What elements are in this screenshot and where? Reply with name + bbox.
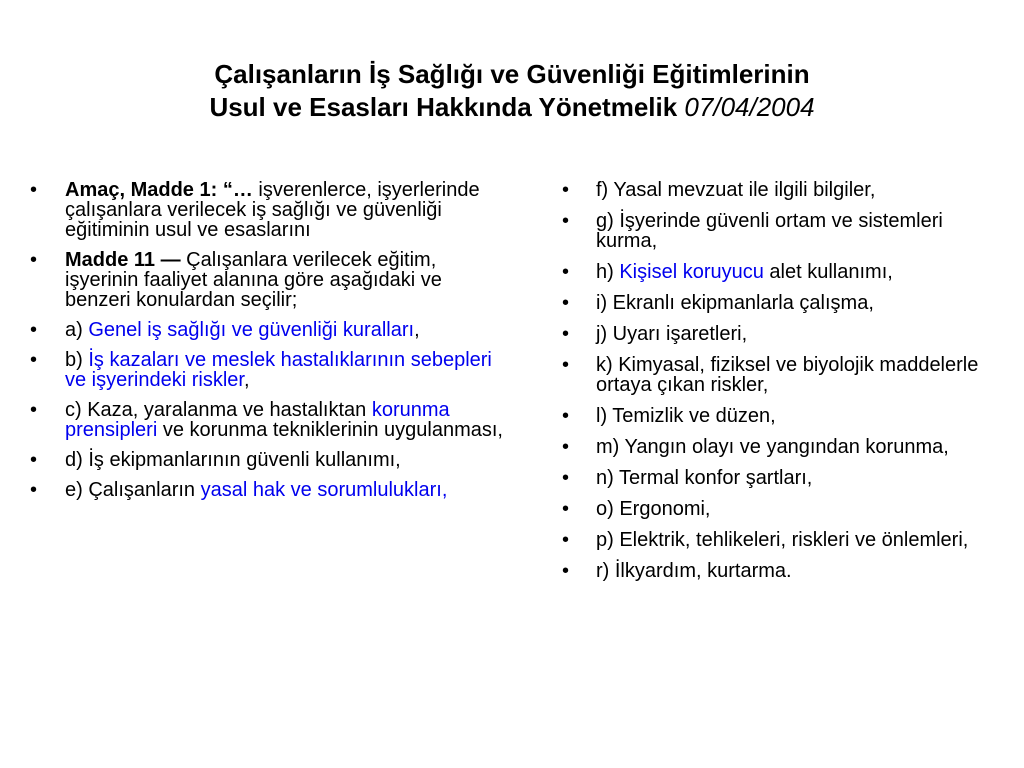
amac-text: işverenlerce, işyerlerinde çalışanlara verilecek iş sağlığı ve güvenliği eğitiminin usul ve esaslarını [65, 179, 480, 241]
title-date: 07/04/2004 [684, 92, 815, 122]
list-item-e [30, 480, 510, 500]
amac-label: Amaç, Madde 1: “… [65, 179, 253, 201]
list-item-amac [30, 180, 510, 240]
bullet-marker: • [562, 529, 570, 551]
bullet-marker: • [562, 261, 570, 283]
item-o-text: o) Ergonomi, [596, 498, 711, 520]
left-bullet-list [30, 180, 510, 510]
list-item-f [562, 180, 1002, 200]
list-item-j [562, 324, 1002, 344]
bullet-marker: • [30, 179, 38, 201]
item-i-text: i) Ekranlı ekipmanlarla çalışma, [596, 292, 874, 314]
item-d-text: d) İş ekipmanlarının güvenli kullanımı, [65, 449, 401, 471]
list-item-a [30, 320, 510, 340]
list-item-k [562, 355, 1002, 395]
bullet-marker: • [562, 436, 570, 458]
list-item-n [562, 468, 1002, 488]
bullet-marker: • [562, 179, 570, 201]
bullet-marker: • [562, 498, 570, 520]
slide-title [0, 58, 1024, 124]
item-r-text: r) İlkyardım, kurtarma. [596, 560, 792, 582]
item-a-link[interactable]: Genel iş sağlığı ve güvenliği kuralları [88, 319, 415, 341]
item-j-text: j) Uyarı işaretleri, [596, 323, 748, 345]
list-item-c [30, 400, 510, 440]
madde-11-label: Madde 11 — [65, 249, 181, 271]
item-c-prefix: c) Kaza, yaralanma ve hastalıktan [65, 399, 372, 421]
item-m-text: m) Yangın olayı ve yangından korunma, [596, 436, 949, 458]
title-line-2-text: Usul ve Esasları Hakkında Yönetmelik [209, 92, 678, 122]
bullet-marker: • [30, 399, 38, 421]
item-a-prefix: a) [65, 319, 89, 341]
item-l-text: l) Temizlik ve düzen, [596, 405, 776, 427]
item-n-text: n) Termal konfor şartları, [596, 467, 813, 489]
list-item-h [562, 262, 1002, 282]
list-item-madde-11 [30, 250, 510, 310]
list-item-g [562, 211, 1002, 251]
bullet-marker: • [30, 319, 38, 341]
item-b-link[interactable]: İş kazaları ve meslek hastalıklarının sebepleri ve işyerindeki riskler [65, 349, 492, 391]
item-e-prefix: e) Çalışanların [65, 479, 201, 501]
list-item-r [562, 561, 1002, 581]
item-b-prefix: b) [65, 349, 89, 371]
bullet-marker: • [562, 467, 570, 489]
item-h-prefix: h) [596, 261, 620, 283]
item-h-suffix: alet kullanımı, [763, 261, 893, 283]
bullet-marker: • [562, 292, 570, 314]
madde-11-text: Çalışanlara verilecek eğitim, işyerinin faaliyet alanına göre aşağıdaki ve benzeri konulardan seçilir; [65, 249, 442, 311]
item-k-text: k) Kimyasal, fiziksel ve biyolojik maddelerle ortaya çıkan riskler, [596, 354, 979, 396]
item-a-suffix: , [414, 319, 420, 341]
title-line-1: Çalışanların İş Sağlığı ve Güvenliği Eğitimlerinin [214, 59, 810, 89]
list-item-o [562, 499, 1002, 519]
bullet-marker: • [562, 405, 570, 427]
bullet-marker: • [30, 479, 38, 501]
item-c-link[interactable]: korunma prensipleri [65, 399, 450, 441]
item-b-suffix: , [243, 369, 250, 391]
item-c-suffix: ve korunma tekniklerinin uygulanması, [157, 419, 503, 441]
bullet-marker: • [30, 349, 38, 371]
bullet-marker: • [562, 354, 570, 376]
list-item-l [562, 406, 1002, 426]
list-item-p [562, 530, 1002, 550]
item-p-text: p) Elektrik, tehlikeleri, riskleri ve önlemleri, [596, 529, 969, 551]
item-g-text: g) İşyerinde güvenli ortam ve sistemleri kurma, [596, 210, 943, 252]
item-f-text: f) Yasal mevzuat ile ilgili bilgiler, [596, 179, 876, 201]
list-item-b [30, 350, 510, 390]
list-item-d [30, 450, 510, 470]
bullet-marker: • [562, 210, 570, 232]
right-bullet-list [562, 180, 1002, 592]
list-item-i [562, 293, 1002, 313]
item-h-link[interactable]: Kişisel koruyucu [619, 261, 764, 283]
bullet-marker: • [562, 560, 570, 582]
title-line-2 [0, 91, 1024, 124]
list-item-m [562, 437, 1002, 457]
item-e-link[interactable]: yasal hak ve sorumlulukları, [200, 479, 448, 501]
bullet-marker: • [30, 249, 38, 271]
bullet-marker: • [562, 323, 570, 345]
bullet-marker: • [30, 449, 38, 471]
